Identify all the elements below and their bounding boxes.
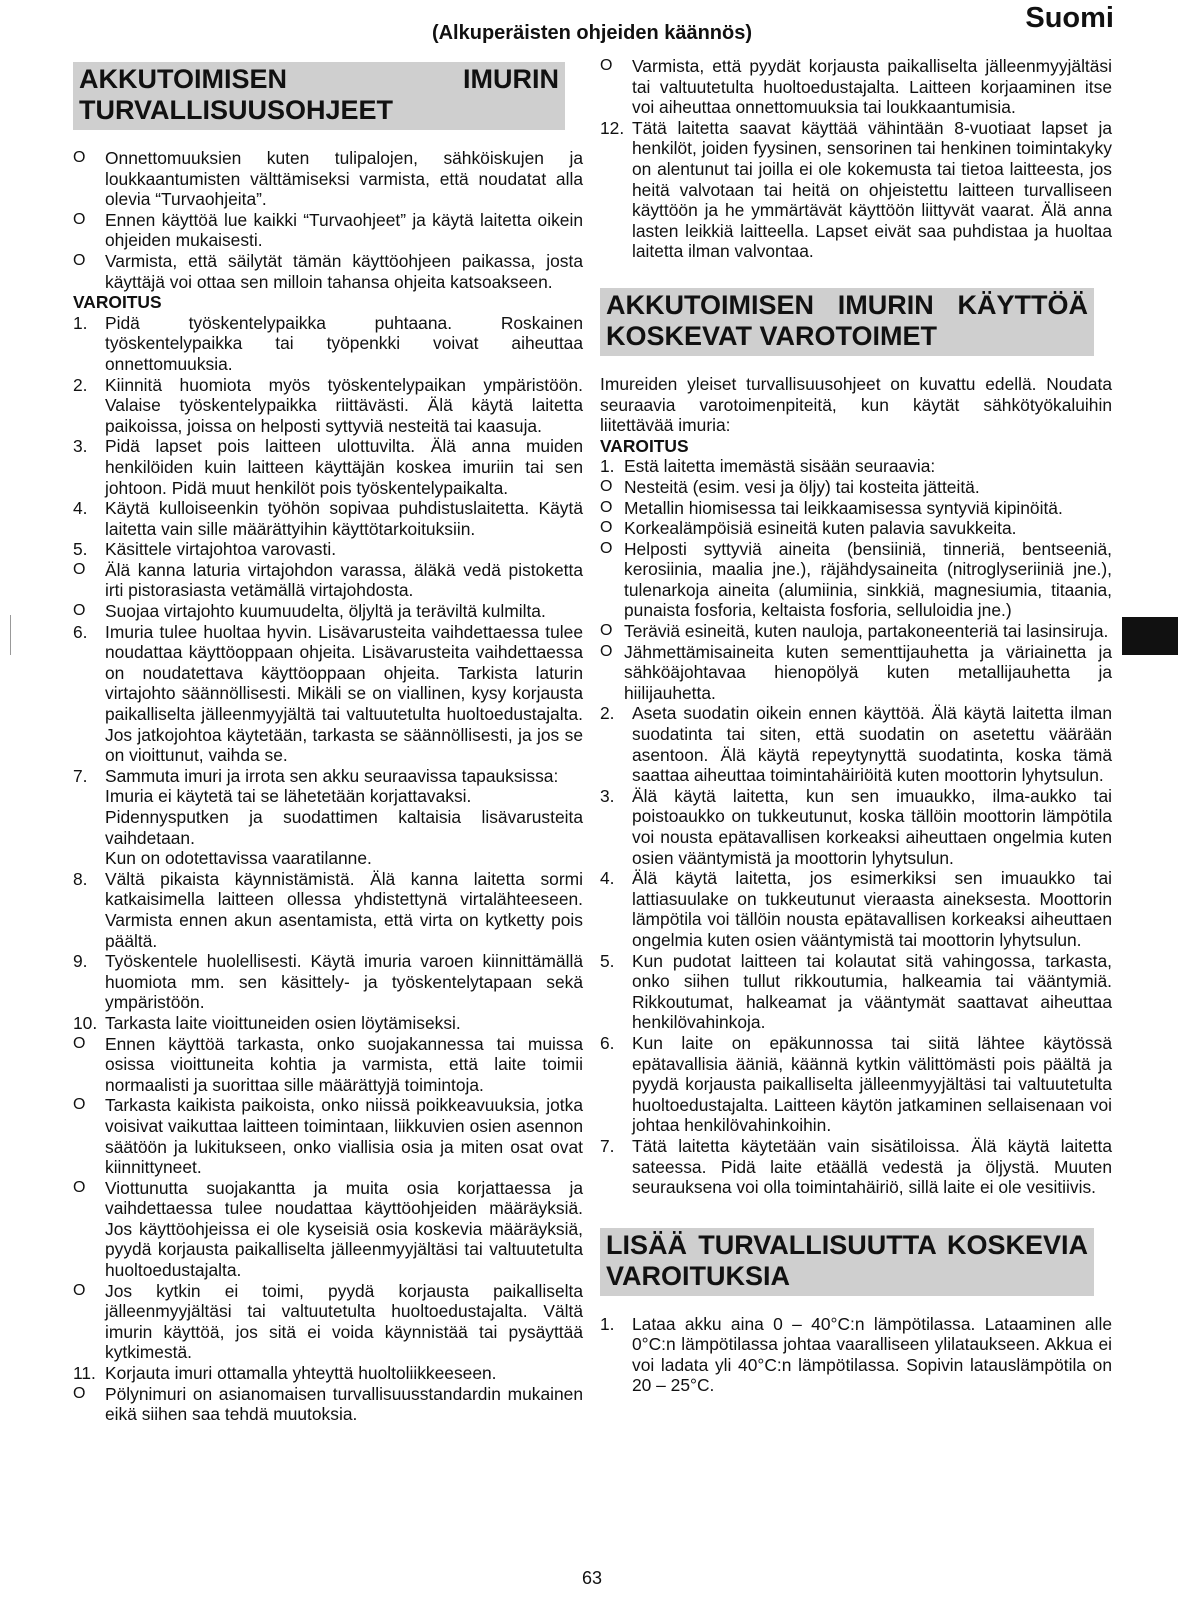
item-text: Tätä laitetta saavat käyttää vähintään 8-vuotiaat lapset ja henkilöt, joiden fyysinen, sensorinen tai henkinen toimintakyky on alentunut tai joilla ei ole kokemusta tai tietoa laitteesta, jos heitä valvotaan tai heitä on ohjeistettu laitteen turvalliseen käyttöön ja he ymmärtävät käyttöön liittyvät vaarat. Älä anna lasten leikkiä laitteella. Lapset eivät saa puhdistaa ja huoltaa laitetta ilman valvontaa. [632, 117, 1112, 262]
item-text: Tarkasta kaikista paikoista, onko niissä poikkeavuuksia, jotka voisivat vaikuttaa laitteen toimintaan, liikkuvien osien asennon säätöön ja lukitukseen, onko viallisia osia ja miten osat ovat kiinnittyneet. [105, 1095, 583, 1178]
item-text: Teräviä esineitä, kuten nauloja, partakoneenteriä tai lasinsiruja. [624, 621, 1109, 642]
list-item [73, 869, 583, 951]
bullet-circle-icon: O [73, 1034, 86, 1052]
item-number: 2. [73, 374, 88, 395]
list-item [73, 601, 583, 622]
item-text: Kun laite on epäkunnossa tai siitä lähtee käytössä epätavallisia ääniä, käännä kytkin välittömästi pois päältä ja pyydä korjausta paikalliselta jälleenmyyjältäsi tai valtuutetulta huoltoedustajalta. Laitteen käytön jatkaminen sellaisenaan voi johtaa henkilövahinkoihin. [632, 1032, 1112, 1136]
list-item [600, 868, 1112, 950]
bullet-circle-icon: O [73, 560, 86, 578]
warning-label: VAROITUS [73, 292, 162, 313]
sub-item-text: Imuria ei käytetä tai se lähetetään korjattavaksi. [105, 786, 472, 807]
intro-list [73, 148, 583, 292]
item-text: Työskentele huolellisesti. Käytä imuria varoen kiinnittämällä huomiota mm. sen käsittely- ja työskentelytapaan sekä ympäristöön. [105, 951, 583, 1013]
bullet-circle-icon: O [73, 1096, 86, 1114]
bullet-circle-icon: O [600, 498, 613, 516]
item-text: Kiinnitä huomiota myös työskentelypaikan ympäristöön. Valaise työskentelypaikka riittävästi. Älä käytä laitetta paikoissa, joissa on helposti syttyviä nesteitä tai kaasuja. [105, 374, 583, 436]
item-text: Nesteitä (esim. vesi ja öljy) tai kosteita jätteitä. [624, 476, 980, 497]
list-item [73, 436, 583, 498]
item-number: 2. [600, 703, 615, 724]
item-number: 4. [73, 498, 88, 519]
item-number: 10. [73, 1012, 98, 1033]
list-item [600, 1136, 1112, 1198]
list-item [73, 375, 583, 437]
item-text: Jos kytkin ei toimi, pyydä korjausta paikalliselta jälleenmyyjältäsi tai valtuutetulta huoltoedustajalta. Vältä imurin käyttöä, jos sitä ei voida käynnistää tai pysäyttää kytkimestä. [105, 1280, 583, 1363]
language-tab-marker [1122, 617, 1178, 655]
list-item [600, 477, 1112, 498]
item-text: Varmista, että säilytät tämän käyttöohjeen paikassa, josta käyttäjä voi ottaa sen milloin tahansa ohjeita katsoakseen. [105, 250, 583, 292]
bullet-circle-icon: O [73, 1178, 86, 1196]
list-item [73, 1281, 583, 1363]
list-item [600, 1033, 1112, 1136]
list-item [600, 539, 1112, 621]
list-item [73, 1384, 583, 1425]
item-text: Metallin hiomisessa tai leikkaamisessa syntyviä kipinöitä. [624, 497, 1063, 518]
item-text: Jähmettämisaineita kuten sementtijauhetta ja väriainetta ja sähköäjohtavaa hienopölyä kuten metallijauhetta ja hiilijauhetta. [624, 641, 1112, 703]
item-number: 8. [73, 868, 88, 889]
usage-warning-list [600, 456, 1112, 1197]
list-item [73, 498, 583, 539]
list-item [600, 456, 1112, 477]
usage-intro: Imureiden yleiset turvallisuusohjeet on kuvattu edellä. Noudata seuraavia varotoimenpiteitä, kun käytät sähkötyökaluihin liitettävää imuria: [600, 373, 1112, 436]
item-number: 1. [600, 1313, 615, 1334]
item-text: Helposti syttyviä aineita (bensiiniä, tinneriä, bentseeniä, kerosiinia, maalia jne.), räjähdysaineita (nitroglyseriiniä jne.), tulenarkoja aineita (alumiinia, sinkkiä, magnesiumia, titaania, punaista fosforia, keltaista fosforia, selluloidia jne.) [624, 538, 1112, 621]
list-item [600, 518, 1112, 539]
item-text: Älä käytä laitetta, jos esimerkiksi sen imuaukko tai lattiasuulake on tukkeutunut vieraasta aineksesta. Moottorin lämpötila voi tällöin nousta epätavallisen korkeaksi aiheuttaen ongelmia kuten osien vääntymistä tai moottorin lyhytsulun. [632, 868, 1112, 950]
sub-item-text: Pidennysputken ja suodattimen kaltaisia lisävarusteita vaihdetaan. [105, 807, 583, 848]
list-item [600, 951, 1112, 1033]
item-number: 11. [73, 1363, 96, 1384]
list-item [73, 148, 583, 210]
list-item [600, 786, 1112, 868]
item-number: 5. [73, 539, 88, 560]
item-text: Sammuta imuri ja irrota sen akku seuraavissa tapauksissa: [105, 765, 559, 786]
item-number: 5. [600, 950, 615, 971]
item-text: Pölynimuri on asianomaisen turvallisuusstandardin mukainen eikä siihen saa tehdä muutoksia. [105, 1383, 583, 1425]
item-number: 12. [600, 117, 625, 138]
right-column [600, 56, 1112, 1396]
bullet-circle-icon: O [73, 210, 86, 228]
list-item [73, 1013, 583, 1034]
item-number: 6. [600, 1032, 615, 1053]
page-number: 63 [581, 1568, 603, 1588]
item-text: Käsittele virtajohtoa varovasti. [105, 539, 337, 560]
bullet-circle-icon: O [600, 642, 613, 660]
item-text: Pidä lapset pois laitteen ulottuvilta. Älä anna muiden henkilöiden kuin laitteen käyttäjän koskea imuriin tai sen johtoon. Pidä muut henkilöt pois työskentelypaikalta. [105, 436, 583, 498]
bullet-circle-icon: O [73, 602, 86, 620]
list-item [73, 313, 583, 375]
bullet-circle-icon: O [600, 519, 613, 537]
item-text: Älä kanna laturia virtajohdon varassa, äläkä vedä pistoketta irti pistorasiasta vetämällä virtajohdosta. [105, 559, 583, 601]
additional-warning-list [600, 1314, 1112, 1396]
warning-label-2: VAROITUS [600, 435, 689, 456]
list-item [73, 1363, 583, 1384]
item-number: 3. [600, 785, 615, 806]
list-item [600, 642, 1112, 704]
bullet-circle-icon: O [73, 1384, 86, 1402]
list-item [73, 622, 583, 766]
list-item [600, 1314, 1112, 1396]
item-text: Ennen käyttöä lue kaikki “Turvaohjeet” ja käytä laitetta oikein ohjeiden mukaisesti. [105, 209, 583, 251]
bullet-circle-icon: O [600, 539, 613, 557]
item-number: 1. [73, 312, 88, 333]
bullet-circle-icon: O [600, 622, 613, 640]
item-number: 6. [73, 621, 88, 642]
bullet-circle-icon: O [600, 477, 613, 495]
margin-line [10, 615, 11, 655]
item-number: 7. [600, 1135, 615, 1156]
list-item [73, 539, 583, 560]
language-label: Suomi [1025, 2, 1114, 34]
list-item [73, 210, 583, 251]
item-text: Tarkasta laite vioittuneiden osien löytämiseksi. [105, 1012, 461, 1033]
item-text: Imuria tulee huoltaa hyvin. Lisävarusteita vaihdettaessa tulee noudattaa käyttöoppaan ohjeita. Lisävarusteita vaihdettaessa on noudatettava käyttöoppaan ohjeita. Tarkista laturin virtajohto säännöllisesti. Mikäli se on viallinen, kysy korjausta paikalliselta jälleenmyyjältä tai valtuutetulta huoltoedustajalta. Jos jatkojohtoa käytetään, tarkasta se säännöllisesti, ja jos se on vioittunut, vaihda se. [105, 621, 583, 766]
item-text: Lataa akku aina 0 – 40°C:n lämpötilassa. Lataaminen alle 0°C:n lämpötilassa johtaa vaaralliseen ylilataukseen. Akkua ei voi ladata yli 40°C:n lämpötilassa. Sopivin latauslämpötila on 20 – 25°C. [632, 1313, 1112, 1396]
section-heading-safety: AKKUTOIMISEN IMURIN TURVALLISUUSOHJEET [73, 62, 565, 130]
item-text: Onnettomuuksien kuten tulipalojen, sähköiskujen ja loukkaantumisten välttämiseksi varmista, että noudatat alla olevia “Turvaohjeita”. [105, 148, 583, 210]
list-item [73, 1095, 583, 1177]
item-text: Korjauta imuri ottamalla yhteyttä huoltoliikkeeseen. [105, 1363, 497, 1384]
bullet-circle-icon: O [73, 251, 86, 269]
item-text: Älä käytä laitetta, kun sen imuaukko, ilma-aukko tai poistoaukko on tukkeutunut, koska tällöin moottorin lämpötila voi nousta epätavallisen korkeaksi aiheuttaen ongelmia kuten osien vääntymistä ja moottorin lyhytsulun. [632, 785, 1112, 868]
item-text: Estä laitetta imemästä sisään seuraavia: [624, 456, 936, 477]
list-item [73, 1034, 583, 1096]
item-text: Suojaa virtajohto kuumuudelta, öljyltä ja teräviltä kulmilta. [105, 601, 546, 622]
list-item [600, 498, 1112, 519]
item-text: Vältä pikaista käynnistämistä. Älä kanna laitetta sormi katkaisimella laitteen ollessa yhdistettynä virtalähteeseen. Varmista ennen akun asentamista, että virta on kytketty pois päältä. [105, 868, 583, 951]
item-number: 1. [600, 456, 615, 477]
item-number: 9. [73, 951, 88, 972]
item-text: Tätä laitetta käytetään vain sisätiloissa. Älä käytä laitetta sateessa. Pidä laite etäällä vedestä ja öljystä. Muuten seurauksena voi olla toimintahäiriö, sillä laite ei ole vesitiivis. [632, 1135, 1112, 1198]
list-item [73, 951, 583, 1013]
left-column [73, 58, 583, 1425]
item-text: Pidä työskentelypaikka puhtaana. Roskainen työskentelypaikka tai työpenkki voivat aiheuttaa onnettomuuksia. [105, 312, 583, 374]
bullet-circle-icon: O [73, 1281, 86, 1299]
list-item [73, 251, 583, 292]
item-number: 4. [600, 868, 615, 889]
list-item [73, 766, 583, 869]
section-heading-usage: AKKUTOIMISEN IMURIN KÄYTTÖÄ KOSKEVAT VAROTOIMET [600, 288, 1094, 356]
item-text: Ennen käyttöä tarkasta, onko suojakannessa tai muissa osissa vioittuneita kohtia ja varmista, että laite toimii normaalisti ja suorittaa sille määrättyjä toimintoja. [105, 1033, 583, 1095]
item-text: Käytä kulloiseenkin työhön sopivaa puhdistuslaitetta. Käytä laitetta vain sille määrättyihin käyttötarkoituksiin. [105, 498, 583, 539]
item-text: Korkealämpöisiä esineitä kuten palavia savukkeita. [624, 518, 1017, 539]
item-text: Viottunutta suojakantta ja muita osia korjattaessa ja vaihdettaessa tulee noudattaa käyttöohjeiden määräyksiä. Jos käyttöohjeissa ei ole kyseisiä osia koskevia määräyksiä, pyydä korjausta paikalliselta jälleenmyyjältäsi tai valtuutetulta huoltoedustajalta. [105, 1177, 583, 1281]
sub-item-text: Kun on odotettavissa vaaratilanne. [105, 848, 372, 869]
list-item [600, 703, 1112, 785]
item-number: 3. [73, 436, 88, 457]
translation-note: (Alkuperäisten ohjeiden käännös) [431, 22, 753, 44]
item-number: 7. [73, 765, 88, 786]
list-item [73, 560, 583, 601]
bullet-circle-icon: O [600, 57, 613, 74]
list-item [600, 621, 1112, 642]
item-text: Kun pudotat laitteen tai kolautat sitä vahingossa, tarkasta, onko siihen tullut rikkoutumia, halkeamia tai vääntymiä. Rikkoutumat, halkeamat ja vääntymät saattavat aiheuttaa henkilövahinkoja. [632, 950, 1112, 1033]
section-heading-additional: LISÄÄ TURVALLISUUTTA KOSKEVIA VAROITUKSIA [600, 1228, 1094, 1296]
item-text: Aseta suodatin oikein ennen käyttöä. Älä käytä laitetta ilman suodatinta tai siten, että suodatin on asetettu väärään asentoon. Älä käytä repeytynyttä suodatinta, koska tämä saattaa aiheuttaa toimintahäiriöitä kuten moottorin lyhytsulun. [632, 703, 1112, 786]
item-text: Varmista, että pyydät korjausta paikalliselta jälleenmyyjältäsi tai valtuutetulta huoltoedustajalta. Laitteen korjaaminen itse voi aiheuttaa onnettomuuksia tai loukkaantumisia. [632, 56, 1112, 118]
list-item [600, 118, 1112, 262]
list-item [600, 56, 1112, 118]
list-item [73, 1178, 583, 1281]
bullet-circle-icon: O [73, 149, 86, 166]
continued-list [600, 56, 1112, 262]
warning-list [73, 313, 583, 1425]
